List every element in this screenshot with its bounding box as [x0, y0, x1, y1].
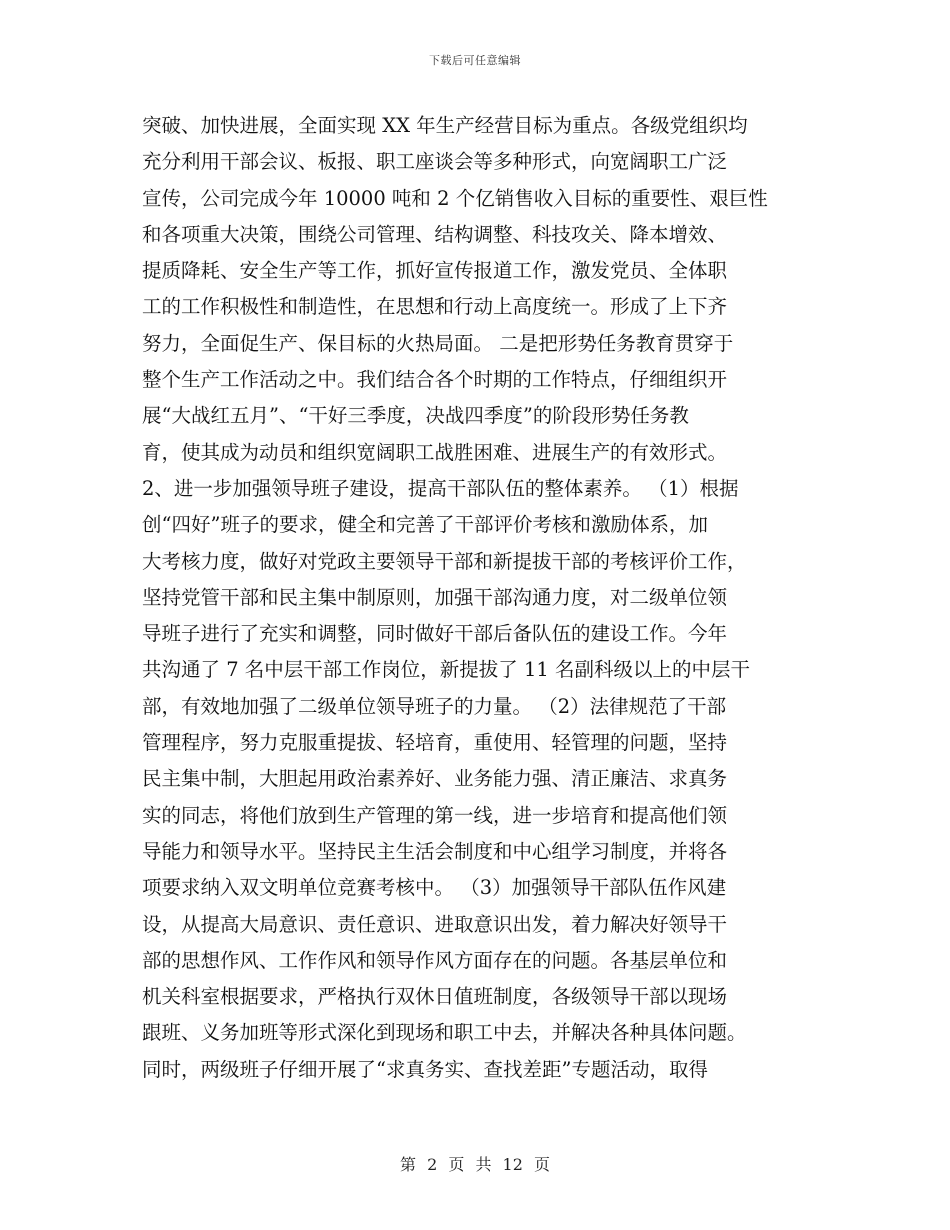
- body-line: 展“大战红五月”、“干好三季度，决战四季度”的阶段形势任务教: [142, 404, 689, 428]
- body-line: 育，使其成为动员和组织宽阔职工战胜困难、进展生产的有效形式。: [142, 440, 728, 464]
- body-line: 整个生产工作活动之中。我们结合各个时期的工作特点，仔细组织开: [142, 368, 728, 392]
- body-line: 同时，两级班子仔细开展了“求真务实、查找差距”专题活动，取得: [142, 1057, 708, 1081]
- body-line: 2、进一步加强领导班子建设，提高干部队伍的整体素养。 （1）根据: [142, 476, 739, 500]
- body-line: 提质降耗、安全生产等工作，抓好宣传报道工作，激发党员、全体职: [142, 259, 728, 283]
- body-line: 和各项重大决策，围绕公司管理、结构调整、科技攻关、降本增效、: [142, 222, 728, 246]
- body-line: 部的思想作风、工作作风和领导作风方面存在的问题。各基层单位和: [142, 948, 728, 972]
- body-line: 项要求纳入双文明单位竞赛考核中。 （3）加强领导干部队伍作风建: [142, 876, 727, 900]
- body-line: 跟班、义务加班等形式深化到现场和职工中去，并解决各种具体问题。: [142, 1021, 747, 1045]
- body-line: 实的同志，将他们放到生产管理的第一线，进一步培育和提高他们领: [142, 803, 728, 827]
- document-body: [142, 108, 812, 1088]
- body-line: 民主集中制，大胆起用政治素养好、业务能力强、清正廉洁、求真务: [142, 767, 728, 791]
- body-line: 宣传，公司完成今年 10000 吨和 2 个亿销售收入目标的重要性、艰巨性: [142, 186, 768, 210]
- page-header: 下载后可任意编辑: [429, 54, 521, 67]
- body-line: 导班子进行了充实和调整，同时做好干部后备队伍的建设工作。今年: [142, 622, 728, 646]
- body-line: 管理程序，努力克服重提拔、轻培育，重使用、轻管理的问题，坚持: [142, 731, 728, 755]
- body-line: 导能力和领导水平。坚持民主生活会制度和中心组学习制度，并将各: [142, 839, 728, 863]
- body-line: 机关科室根据要求，严格执行双休日值班制度，各级领导干部以现场: [142, 985, 728, 1009]
- body-line: 工的工作积极性和制造性，在思想和行动上高度统一。形成了上下齐: [142, 295, 728, 319]
- body-line: 创“四好”班子的要求，健全和完善了干部评价考核和激励体系，加: [142, 513, 708, 537]
- body-line: 共沟通了 7 名中层干部工作岗位，新提拔了 11 名副科级以上的中层干: [142, 658, 751, 682]
- page-number-footer: 第 2 页 共 12 页: [400, 1155, 550, 1174]
- body-line: 坚持党管干部和民主集中制原则，加强干部沟通力度，对二级单位领: [142, 585, 728, 609]
- body-line: 努力，全面促生产、保目标的火热局面。 二是把形势任务教育贯穿于: [142, 331, 734, 355]
- body-line: 设，从提高大局意识、责任意识、进取意识出发，着力解决好领导干: [142, 912, 728, 936]
- body-line: 部，有效地加强了二级单位领导班子的力量。 （2）法律规范了干部: [142, 694, 727, 718]
- body-line: 充分利用干部会议、板报、职工座谈会等多种形式，向宽阔职工广泛: [142, 150, 728, 174]
- body-line: 突破、加快进展，全面实现 XX 年生产经营目标为重点。各级党组织均: [142, 114, 748, 137]
- body-line: 大考核力度，做好对党政主要领导干部和新提拔干部的考核评价工作，: [142, 549, 747, 573]
